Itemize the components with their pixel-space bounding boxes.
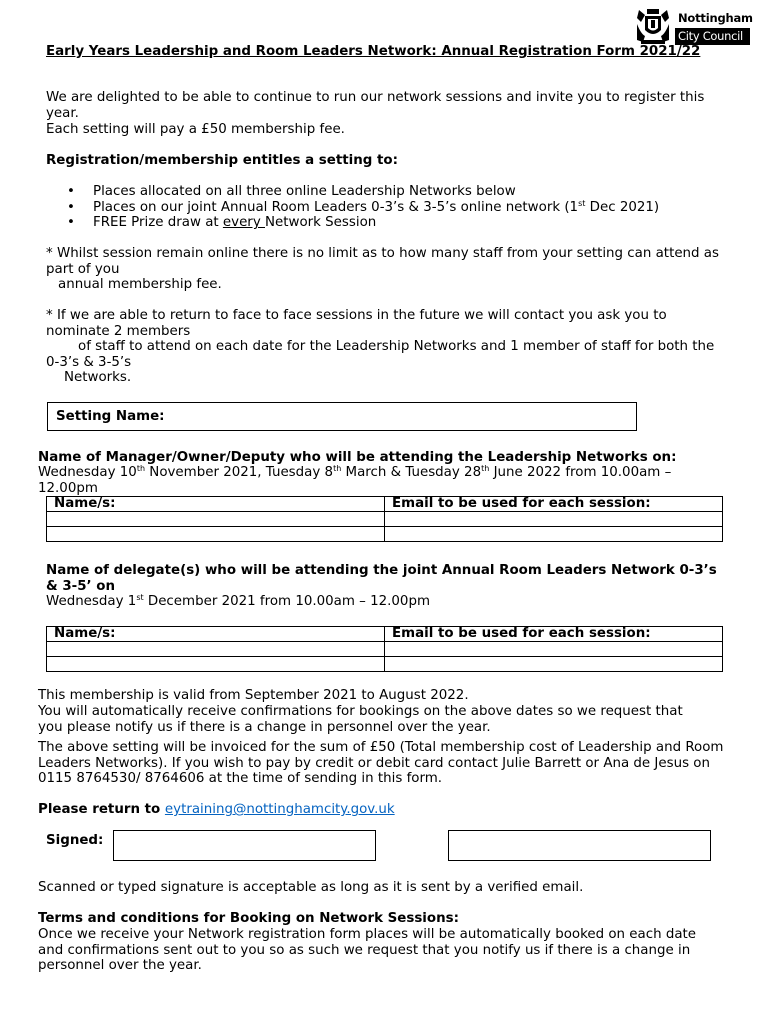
name-cell[interactable] (47, 512, 385, 527)
nottingham-city-council-logo (633, 6, 751, 46)
email-cell[interactable] (385, 512, 723, 527)
signed-label: Signed: (46, 833, 104, 848)
manager-heading: Name of Manager/Owner/Deputy who will be attending the Leadership Networks on: (38, 450, 677, 465)
logo-line-1: Nottingham (675, 10, 750, 27)
table-row (47, 657, 723, 672)
intro-line-2: Each setting will pay a £50 membership fee. (46, 122, 345, 137)
name-cell[interactable] (47, 657, 385, 672)
delegate-date: Wednesday 1st December 2021 from 10.00am – 12.00pm (46, 593, 430, 609)
signature-field[interactable] (113, 830, 376, 861)
validity-text-2: You will automatically receive confirmations for bookings on the above dates so we request that you please notify us if there is a change in personnel over the year. (38, 704, 683, 735)
delegate-table (46, 626, 723, 672)
list-item: • FREE Prize draw at every Network Session (58, 215, 659, 231)
coat-of-arms-icon (633, 6, 673, 46)
return-email-link[interactable]: eytraining@nottinghamcity.gov.uk (164, 802, 395, 817)
online-note: * Whilst session remain online there is no limit as to how many staff from your setting can attend as part of you annual membership fee. (46, 246, 719, 292)
setting-name-field[interactable] (47, 402, 637, 431)
signature-note: Scanned or typed signature is acceptable as long as it is sent by a verified email. (38, 880, 584, 895)
invoice-text: The above setting will be invoiced for the sum of £50 (Total membership cost of Leadership and Room Leaders Networks). If you wish to pay by credit or debit card contact Julie Barrett or Ana de Jesus on 0115 8764530/ 8764606 at the time of sending in this form. (38, 740, 724, 786)
column-header-names: Name/s: (47, 497, 385, 512)
entitles-heading: Registration/membership entitles a setting to: (46, 153, 398, 168)
email-cell[interactable] (385, 642, 723, 657)
setting-name-label: Setting Name: (56, 409, 165, 424)
column-header-names: Name/s: (47, 627, 385, 642)
list-item: • Places allocated on all three online Leadership Networks below (58, 184, 659, 200)
manager-dates: Wednesday 10th November 2021, Tuesday 8th March & Tuesday 28th June 2022 from 10.00am – 12.00pm (38, 464, 672, 496)
column-header-email: Email to be used for each session: (385, 497, 723, 512)
terms-heading: Terms and conditions for Booking on Network Sessions: (38, 911, 459, 926)
delegate-heading: Name of delegate(s) who will be attending the joint Annual Room Leaders Network 0-3’s & 3-5’ on (46, 563, 717, 594)
entitlement-list (58, 184, 659, 231)
form-title: Early Years Leadership and Room Leaders Network: Annual Registration Form 2021/22 (46, 44, 701, 59)
return-line: Please return to eytraining@nottinghamcity.gov.uk (38, 802, 395, 817)
intro-line-1: We are delighted to be able to continue to run our network sessions and invite you to register this year. (46, 90, 705, 121)
table-row (47, 512, 723, 527)
table-row (47, 527, 723, 542)
validity-text-1: This membership is valid from September 2021 to August 2022. (38, 688, 469, 703)
email-cell[interactable] (385, 657, 723, 672)
date-field[interactable] (448, 830, 711, 861)
table-row (47, 642, 723, 657)
column-header-email: Email to be used for each session: (385, 627, 723, 642)
name-cell[interactable] (47, 642, 385, 657)
face-to-face-note: * If we are able to return to face to face sessions in the future we will contact you ask you to nominate 2 members of staff to attend on each date for the Leadership Networks and 1 member of staff for both the 0-3’s & 3-5’s Networks. (46, 308, 715, 385)
logo-line-2: City Council (675, 28, 750, 45)
email-cell[interactable] (385, 527, 723, 542)
manager-table (46, 496, 723, 542)
list-item: • Places on our joint Annual Room Leaders 0-3’s & 3-5’s online network (1st Dec 2021) (58, 200, 659, 216)
name-cell[interactable] (47, 527, 385, 542)
terms-text: Once we receive your Network registration form places will be automatically booked on each date and confirmations sent out to you so as such we request that you notify us if there is a change in personnel over the year. (38, 927, 697, 973)
